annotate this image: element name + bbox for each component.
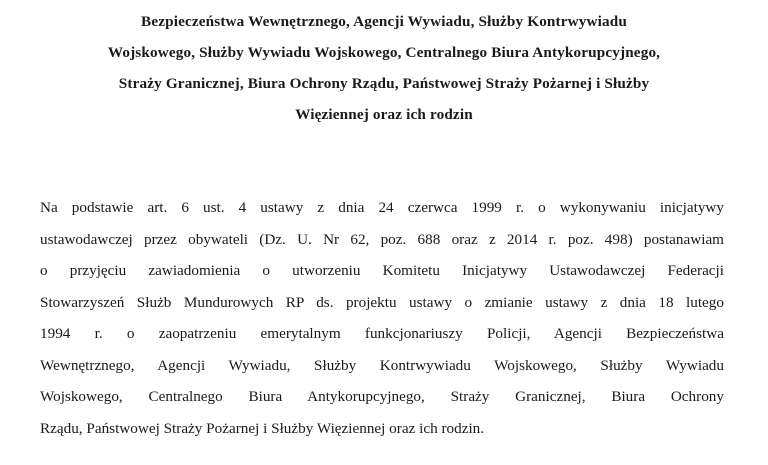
paragraph-line-6: Wewnętrznego, Agencji Wywiadu, Służby Kontrwywiadu Wojskowego, Służby Wywiadu <box>40 356 724 374</box>
heading-line-3: Straży Granicznej, Biura Ochrony Rządu, Państwowej Straży Pożarnej i Służby <box>118 75 650 92</box>
document-paragraph <box>0 192 768 444</box>
paragraph-line-4: Stowarzyszeń Służb Mundurowych RP ds. projektu ustawy o zmianie ustawy z dnia 18 lutego <box>40 293 724 311</box>
paragraph-line-3: o przyjęciu zawiadomienia o utworzeniu Komitetu Inicjatywy Ustawodawczej Federacji <box>40 262 724 279</box>
heading-line-2: Wojskowego, Służby Wywiadu Wojskowego, Centralnego Biura Antykorupcyjnego, <box>107 44 661 61</box>
heading-line-4: Więziennej oraz ich rodzin <box>295 106 473 123</box>
paragraph-line-8: Rządu, Państwowej Straży Pożarnej i Służby Więziennej oraz ich rodzin. <box>40 419 485 437</box>
heading-body-spacer <box>0 130 768 192</box>
document-heading <box>0 0 768 130</box>
heading-line-1: Bezpieczeństwa Wewnętrznego, Agencji Wywiadu, Służby Kontrwywiadu <box>141 13 627 30</box>
paragraph-line-1: Na podstawie art. 6 ust. 4 ustawy z dnia 24 czerwca 1999 r. o wykonywaniu inicjatywy <box>40 199 724 216</box>
paragraph-line-5: 1994 r. o zaopatrzeniu emerytalnym funkcjonariuszy Policji, Agencji Bezpieczeństwa <box>40 325 724 342</box>
paragraph-line-2: ustawodawczej przez obywateli (Dz. U. Nr 62, poz. 688 oraz z 2014 r. poz. 498) postanawiam <box>40 230 724 248</box>
paragraph-line-7: Wojskowego, Centralnego Biura Antykorupcyjnego, Straży Granicznej, Biura Ochrony <box>40 388 724 405</box>
